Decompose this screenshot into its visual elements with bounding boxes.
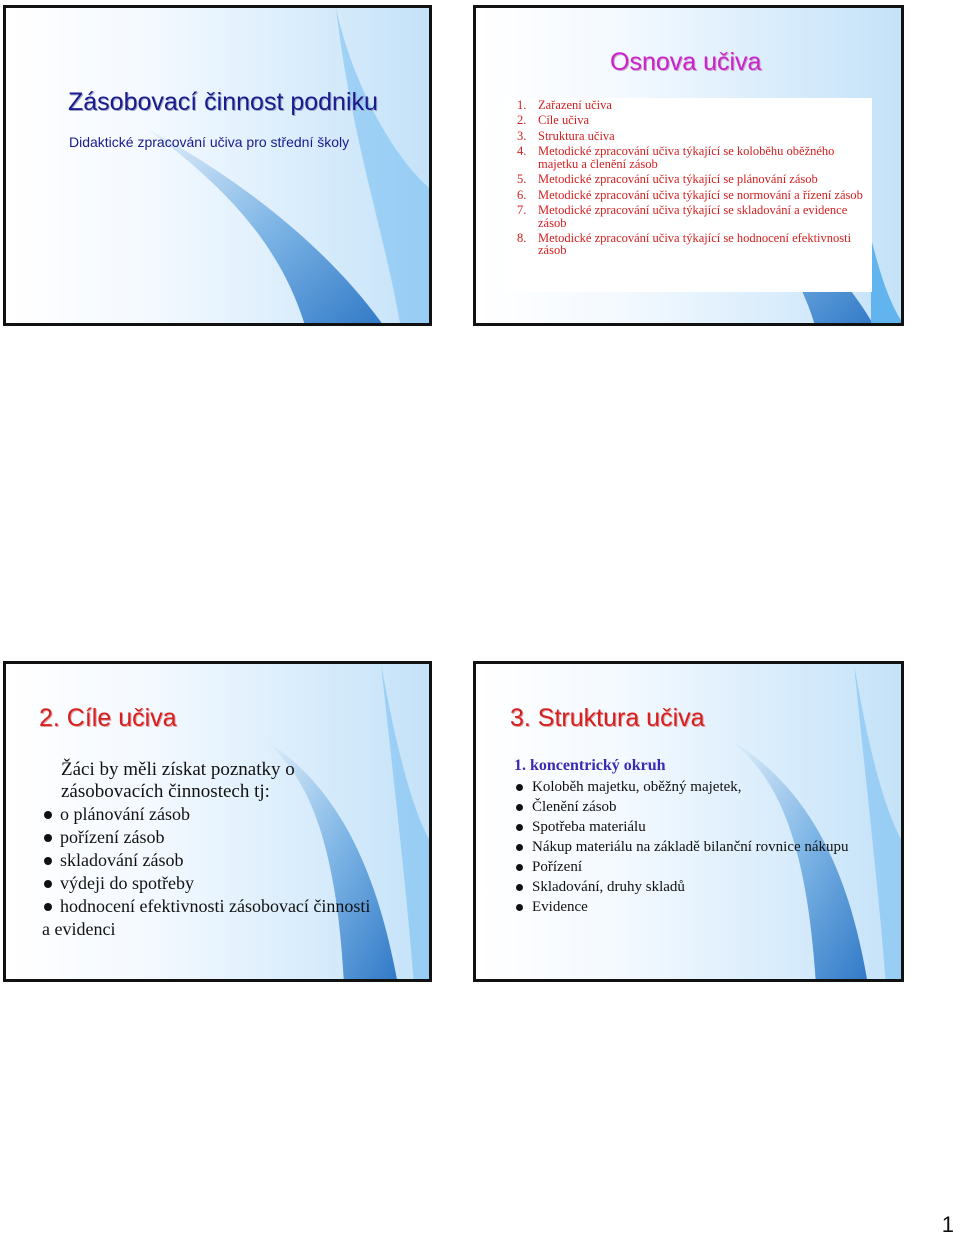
presentation-subtitle: Didaktické zpracování učiva pro střední školy xyxy=(69,134,350,150)
list-item-text: Evidence xyxy=(532,899,588,915)
list-item xyxy=(44,872,414,895)
list-item xyxy=(516,779,876,795)
list-item xyxy=(44,849,414,872)
list-item-text: Koloběh majetku, oběžný majetek, xyxy=(532,779,742,795)
outline-item-text: Metodické zpracování učiva týkající se koloběhu oběžného majetku a členění zásob xyxy=(538,144,835,171)
list-item xyxy=(516,879,876,895)
goals-list xyxy=(44,803,414,941)
outline-box xyxy=(504,98,872,292)
slide-goals xyxy=(3,661,432,982)
list-item xyxy=(44,895,414,941)
structure-heading: 1. koncentrický okruh xyxy=(514,757,666,774)
list-item-continuation: a evidenci xyxy=(42,919,116,939)
outline-item-text: Metodické zpracování učiva týkající se hodnocení efektivnosti zásob xyxy=(538,230,852,258)
outline-item-text: Metodické zpracování učiva týkající se plánování zásob xyxy=(538,172,818,187)
bullet-icon xyxy=(44,834,52,842)
list-item-text: Nákup materiálu na základě bilanční rovnice nákupu xyxy=(532,839,849,855)
slide-title-page xyxy=(3,5,432,326)
outline-item-number: 4. xyxy=(517,144,527,159)
bullet-icon xyxy=(516,864,523,871)
outline-list xyxy=(517,99,867,260)
list-item-text: Skladování, druhy skladů xyxy=(532,879,685,895)
list-item-text: hodnocení efektivnosti zásobovací činnosti xyxy=(60,896,371,916)
outline-item-number: 3. xyxy=(517,128,527,143)
list-item xyxy=(516,839,876,855)
list-item-text: výdeji do spotřeby xyxy=(60,873,194,893)
list-item-text: Členění zásob xyxy=(532,799,617,815)
outline-item-text: Struktura učiva xyxy=(538,128,615,143)
outline-item-number: 7. xyxy=(517,203,527,218)
presentation-title: Zásobovací činnost podniku xyxy=(68,88,378,116)
bullet-icon xyxy=(44,857,52,865)
page-number: 1 xyxy=(941,1212,954,1237)
outline-item-number: 2. xyxy=(517,113,527,128)
goals-intro: Žáci by měli získat poznatky o zásobovacích činnostech tj: xyxy=(61,759,295,802)
bullet-icon xyxy=(44,811,52,819)
outline-item xyxy=(517,130,867,142)
bullet-icon xyxy=(516,784,523,791)
bullet-icon xyxy=(516,804,523,811)
list-item xyxy=(516,899,876,915)
outline-title: Osnova učiva xyxy=(610,48,762,76)
list-item-text: Pořízení xyxy=(532,859,582,875)
bullet-icon xyxy=(516,904,523,911)
list-item-text: pořízení zásob xyxy=(60,827,165,847)
outline-item-number: 8. xyxy=(517,230,527,245)
bullet-icon xyxy=(516,824,523,831)
bullet-icon xyxy=(516,884,523,891)
structure-title: 3. Struktura učiva xyxy=(510,704,705,732)
slide-outline xyxy=(473,5,904,326)
outline-item xyxy=(517,145,867,170)
outline-item-text: Zařazení učiva xyxy=(538,98,612,112)
list-item-text: skladování zásob xyxy=(60,850,184,870)
outline-item xyxy=(517,232,867,257)
outline-item xyxy=(517,189,867,201)
list-item xyxy=(516,819,876,835)
structure-list xyxy=(516,779,876,919)
list-item xyxy=(44,826,414,849)
outline-item-text: Cíle učiva xyxy=(538,113,590,128)
bullet-icon xyxy=(516,844,523,851)
outline-item-number: 1. xyxy=(517,98,527,112)
outline-item xyxy=(517,114,867,126)
bullet-icon xyxy=(44,880,52,888)
goals-title: 2. Cíle učiva xyxy=(39,704,177,732)
list-item xyxy=(44,803,414,826)
outline-item-text: Metodické zpracování učiva týkající se normování a řízení zásob xyxy=(538,187,863,202)
list-item xyxy=(516,859,876,875)
slide-structure xyxy=(473,661,904,982)
bullet-icon xyxy=(44,903,52,911)
outline-item xyxy=(517,99,867,111)
list-item-text: o plánování zásob xyxy=(60,804,190,824)
list-item-text: Spotřeba materiálu xyxy=(532,819,646,835)
outline-item xyxy=(517,173,867,185)
outline-item xyxy=(517,204,867,229)
outline-item-text: Metodické zpracování učiva týkající se skladování a evidence zásob xyxy=(538,203,848,230)
list-item xyxy=(516,799,876,815)
outline-item-number: 5. xyxy=(517,172,527,187)
outline-item-number: 6. xyxy=(517,187,527,202)
